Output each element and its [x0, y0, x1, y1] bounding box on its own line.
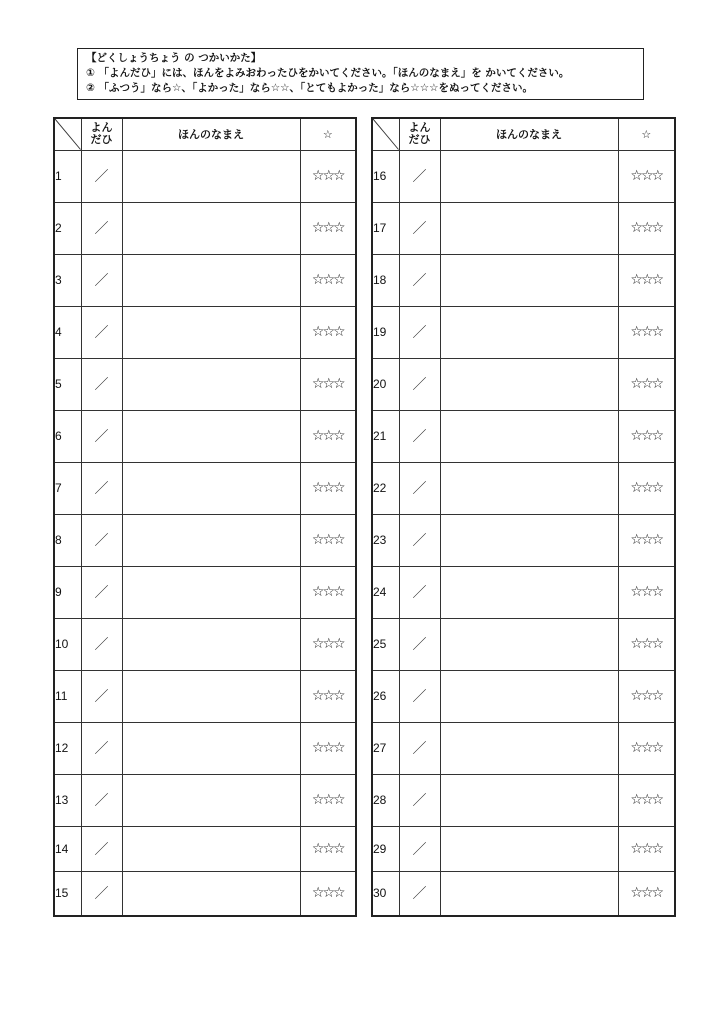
- read-date-cell[interactable]: ／: [399, 670, 440, 722]
- read-day-header: よん だひ: [81, 118, 122, 150]
- book-title-cell[interactable]: [122, 826, 300, 871]
- row-number: 18: [372, 254, 399, 306]
- book-title-cell[interactable]: [440, 670, 618, 722]
- read-date-cell[interactable]: ／: [81, 871, 122, 916]
- table-row: [372, 202, 675, 254]
- row-number: 29: [372, 826, 399, 871]
- table-row: [372, 462, 675, 514]
- read-date-cell[interactable]: ／: [399, 462, 440, 514]
- star-rating[interactable]: ☆☆☆: [300, 566, 356, 618]
- read-date-cell[interactable]: ／: [399, 826, 440, 871]
- read-date-cell[interactable]: ／: [399, 410, 440, 462]
- row-number: 8: [54, 514, 81, 566]
- table-row: [372, 254, 675, 306]
- read-date-cell[interactable]: ／: [81, 150, 122, 202]
- book-title-cell[interactable]: [440, 306, 618, 358]
- diagonal-line-icon: [55, 119, 81, 150]
- row-number: 11: [54, 670, 81, 722]
- book-title-cell[interactable]: [122, 358, 300, 410]
- table-row: [54, 774, 356, 826]
- table-row: [54, 462, 356, 514]
- read-date-cell[interactable]: ／: [399, 871, 440, 916]
- star-rating[interactable]: ☆☆☆: [618, 410, 675, 462]
- star-rating[interactable]: ☆☆☆: [618, 202, 675, 254]
- row-number: 5: [54, 358, 81, 410]
- star-rating[interactable]: ☆☆☆: [300, 514, 356, 566]
- table-row: [54, 150, 356, 202]
- star-rating[interactable]: ☆☆☆: [300, 306, 356, 358]
- read-date-cell[interactable]: ／: [81, 670, 122, 722]
- read-date-cell[interactable]: ／: [399, 358, 440, 410]
- book-title-cell[interactable]: [440, 202, 618, 254]
- book-title-cell[interactable]: [440, 358, 618, 410]
- star-rating[interactable]: ☆☆☆: [618, 306, 675, 358]
- book-title-cell[interactable]: [440, 410, 618, 462]
- row-number: 6: [54, 410, 81, 462]
- table-row: [372, 722, 675, 774]
- read-date-cell[interactable]: ／: [399, 514, 440, 566]
- table-row: [372, 306, 675, 358]
- book-title-cell[interactable]: [440, 826, 618, 871]
- star-rating[interactable]: ☆☆☆: [618, 670, 675, 722]
- book-title-cell[interactable]: [122, 410, 300, 462]
- row-number: 14: [54, 826, 81, 871]
- instructions-heading: 【どくしょうちょう の つかいかた】: [86, 52, 262, 64]
- table-row: [54, 358, 356, 410]
- table-row: [372, 774, 675, 826]
- book-title-cell[interactable]: [122, 618, 300, 670]
- corner-cell: [372, 118, 399, 150]
- table-row: [54, 871, 356, 916]
- book-title-cell[interactable]: [440, 254, 618, 306]
- row-number: 27: [372, 722, 399, 774]
- star-rating[interactable]: ☆☆☆: [300, 871, 356, 916]
- row-number: 4: [54, 306, 81, 358]
- row-number: 30: [372, 871, 399, 916]
- read-day-header: よん だひ: [399, 118, 440, 150]
- star-rating[interactable]: ☆☆☆: [618, 722, 675, 774]
- read-date-cell[interactable]: ／: [399, 306, 440, 358]
- star-rating[interactable]: ☆☆☆: [300, 254, 356, 306]
- table-row: [54, 202, 356, 254]
- row-number: 16: [372, 150, 399, 202]
- book-title-cell[interactable]: [440, 618, 618, 670]
- table-row: [54, 514, 356, 566]
- read-date-cell[interactable]: ／: [81, 254, 122, 306]
- read-date-cell[interactable]: ／: [399, 774, 440, 826]
- table-header-row: [372, 118, 675, 150]
- table-row: [54, 670, 356, 722]
- book-title-cell[interactable]: [440, 514, 618, 566]
- row-number: 26: [372, 670, 399, 722]
- book-title-cell[interactable]: [122, 202, 300, 254]
- book-title-cell[interactable]: [440, 566, 618, 618]
- star-rating[interactable]: ☆☆☆: [618, 774, 675, 826]
- reading-log-table-left: [53, 117, 357, 917]
- book-title-cell[interactable]: [122, 514, 300, 566]
- table-row: [372, 826, 675, 871]
- row-number: 3: [54, 254, 81, 306]
- row-number: 24: [372, 566, 399, 618]
- star-rating[interactable]: ☆☆☆: [618, 871, 675, 916]
- book-title-cell[interactable]: [122, 462, 300, 514]
- book-title-cell[interactable]: [440, 774, 618, 826]
- row-number: 23: [372, 514, 399, 566]
- book-title-cell[interactable]: [122, 871, 300, 916]
- table-row: [372, 618, 675, 670]
- table-row: [54, 410, 356, 462]
- star-rating[interactable]: ☆☆☆: [300, 150, 356, 202]
- row-number: 13: [54, 774, 81, 826]
- table-header-row: [54, 118, 356, 150]
- book-title-cell[interactable]: [122, 306, 300, 358]
- table-row: [372, 566, 675, 618]
- instructions-line-1: ① 「よんだひ」には、ほんをよみおわったひをかいてください。「ほんのなまえ」を かいてください。: [86, 67, 570, 79]
- star-rating[interactable]: ☆☆☆: [618, 254, 675, 306]
- book-title-cell[interactable]: [122, 670, 300, 722]
- read-date-cell[interactable]: ／: [399, 618, 440, 670]
- diagonal-line-icon: [373, 119, 399, 150]
- star-rating[interactable]: ☆☆☆: [300, 774, 356, 826]
- star-rating[interactable]: ☆☆☆: [618, 462, 675, 514]
- row-number: 7: [54, 462, 81, 514]
- row-number: 21: [372, 410, 399, 462]
- read-date-cell[interactable]: ／: [81, 826, 122, 871]
- table-row: [372, 358, 675, 410]
- read-date-cell[interactable]: ／: [399, 254, 440, 306]
- row-number: 10: [54, 618, 81, 670]
- row-number: 12: [54, 722, 81, 774]
- row-number: 19: [372, 306, 399, 358]
- row-number: 9: [54, 566, 81, 618]
- row-number: 17: [372, 202, 399, 254]
- row-number: 28: [372, 774, 399, 826]
- book-name-header: ほんのなまえ: [440, 118, 618, 150]
- row-number: 15: [54, 871, 81, 916]
- table-row: [54, 306, 356, 358]
- read-date-cell[interactable]: ／: [81, 462, 122, 514]
- star-rating[interactable]: ☆☆☆: [618, 566, 675, 618]
- book-title-cell[interactable]: [122, 722, 300, 774]
- star-rating[interactable]: ☆☆☆: [300, 826, 356, 871]
- star-rating[interactable]: ☆☆☆: [300, 410, 356, 462]
- star-rating[interactable]: ☆☆☆: [618, 618, 675, 670]
- row-number: 1: [54, 150, 81, 202]
- star-rating[interactable]: ☆☆☆: [300, 670, 356, 722]
- row-number: 22: [372, 462, 399, 514]
- read-date-cell[interactable]: ／: [81, 774, 122, 826]
- book-name-header: ほんのなまえ: [122, 118, 300, 150]
- reading-log-table-right: [371, 117, 676, 917]
- book-title-cell[interactable]: [440, 871, 618, 916]
- book-title-cell[interactable]: [122, 150, 300, 202]
- star-rating[interactable]: ☆☆☆: [618, 514, 675, 566]
- read-date-cell[interactable]: ／: [81, 722, 122, 774]
- read-date-cell[interactable]: ／: [81, 358, 122, 410]
- table-row: [372, 514, 675, 566]
- table-row: [372, 150, 675, 202]
- book-title-cell[interactable]: [122, 566, 300, 618]
- table-row: [54, 618, 356, 670]
- table-row: [372, 871, 675, 916]
- table-row: [54, 826, 356, 871]
- book-title-cell[interactable]: [122, 774, 300, 826]
- read-date-cell[interactable]: ／: [81, 306, 122, 358]
- table-row: [54, 254, 356, 306]
- book-title-cell[interactable]: [122, 254, 300, 306]
- star-rating[interactable]: ☆☆☆: [300, 202, 356, 254]
- read-date-cell[interactable]: ／: [81, 202, 122, 254]
- star-rating[interactable]: ☆☆☆: [300, 462, 356, 514]
- star-rating[interactable]: ☆☆☆: [300, 618, 356, 670]
- star-header: ☆: [300, 118, 356, 150]
- read-date-cell[interactable]: ／: [81, 514, 122, 566]
- read-date-cell[interactable]: ／: [81, 618, 122, 670]
- read-date-cell[interactable]: ／: [399, 722, 440, 774]
- star-rating[interactable]: ☆☆☆: [300, 722, 356, 774]
- instructions-line-2: ② 「ふつう」なら☆、「よかった」なら☆☆、「とてもよかった」なら☆☆☆をぬってください。: [86, 82, 534, 94]
- book-title-cell[interactable]: [440, 462, 618, 514]
- star-rating[interactable]: ☆☆☆: [618, 358, 675, 410]
- read-date-cell[interactable]: ／: [81, 410, 122, 462]
- table-row: [54, 722, 356, 774]
- read-date-cell[interactable]: ／: [399, 202, 440, 254]
- star-rating[interactable]: ☆☆☆: [618, 150, 675, 202]
- star-rating[interactable]: ☆☆☆: [300, 358, 356, 410]
- row-number: 20: [372, 358, 399, 410]
- table-row: [54, 566, 356, 618]
- table-row: [372, 410, 675, 462]
- corner-cell: [54, 118, 81, 150]
- row-number: 25: [372, 618, 399, 670]
- star-rating[interactable]: ☆☆☆: [618, 826, 675, 871]
- star-header: ☆: [618, 118, 675, 150]
- row-number: 2: [54, 202, 81, 254]
- table-row: [372, 670, 675, 722]
- read-date-cell[interactable]: ／: [399, 150, 440, 202]
- read-date-cell[interactable]: ／: [81, 566, 122, 618]
- read-date-cell[interactable]: ／: [399, 566, 440, 618]
- book-title-cell[interactable]: [440, 722, 618, 774]
- instructions-box: [77, 48, 644, 100]
- book-title-cell[interactable]: [440, 150, 618, 202]
